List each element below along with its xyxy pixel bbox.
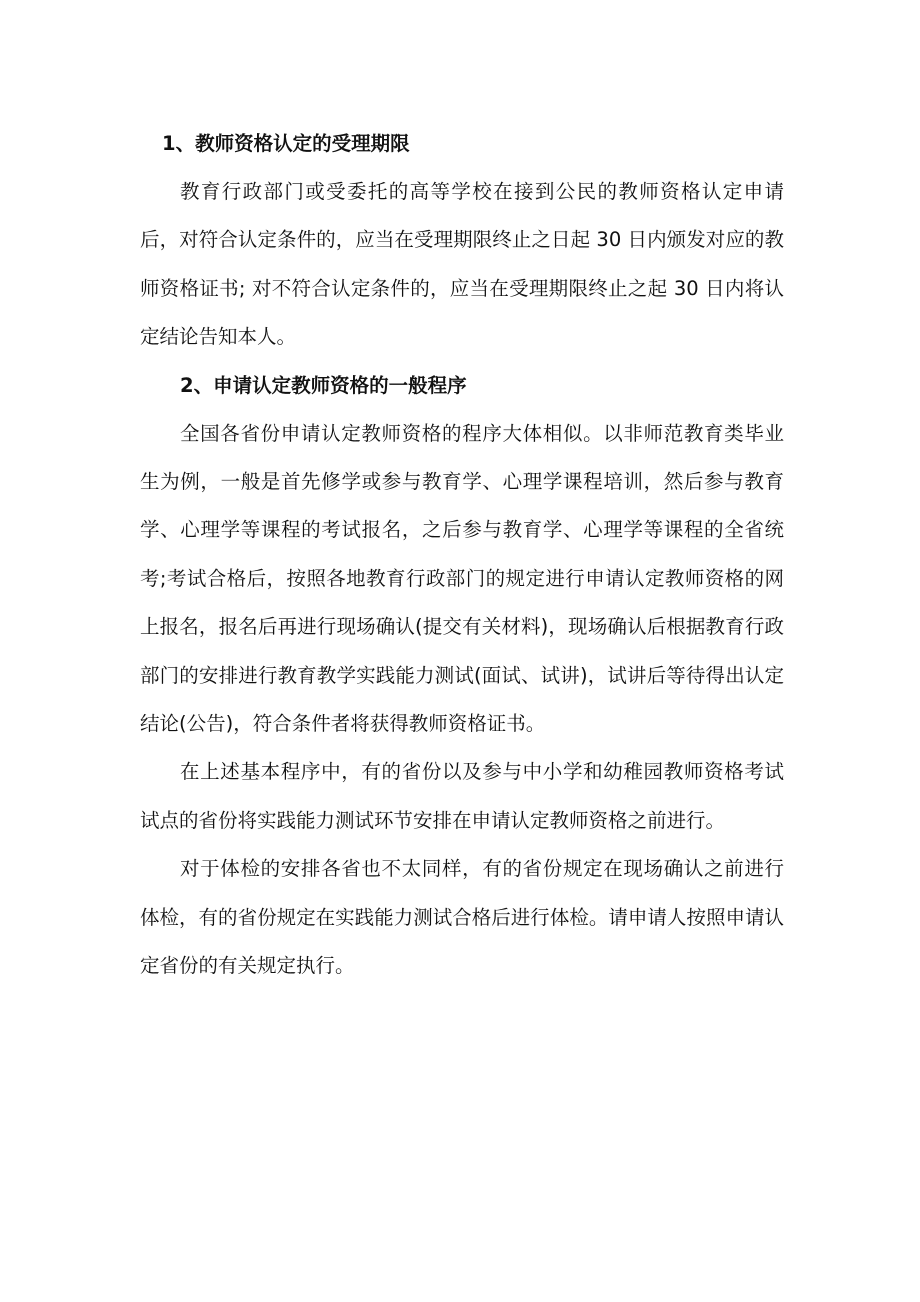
paragraph-physical-exam-note: 对于体检的安排各省也不太同样，有的省份规定在现场确认之前进行体检，有的省份规定在实践能力测试合格后进行体检。请申请人按照申请认定省份的有关规定执行。 — [140, 857, 784, 978]
paragraph-practice-test-note: 在上述基本程序中，有的省份以及参与中小学和幼稚园教师资格考试试点的省份将实践能力测试环节安排在申请认定教师资格之前进行。 — [140, 760, 784, 832]
paragraph-general-procedure: 全国各省份申请认定教师资格的程序大体相似。以非师范教育类毕业生为例，一般是首先修学或参与教育学、心理学课程培训，然后参与教育学、心理学等课程的考试报名，之后参与教育学、心理学等课程的全省统考;考试合格后，按照各地教育行政部门的规定进行申请认定教师资格的网上报名，报名后再进行现场确认(提交有关材料)，现场确认后根据教育行政部门的安排进行教育教学实践能力测试(面试、试讲)，试讲后等待得出认定结论(公告)，符合条件者将获得教师资格证书。 — [140, 421, 784, 736]
paragraph-acceptance-period: 教育行政部门或受委托的高等学校在接到公民的教师资格认定申请后，对符合认定条件的，应当在受理期限终止之日起 30 日内颁发对应的教师资格证书; 对不符合认定条件的，应当在受理期限终止之起 30 日内将认定结论告知本人。 — [140, 180, 784, 349]
document-body — [140, 120, 784, 991]
section-heading-2: 2、申请认定教师资格的一般程序 — [180, 373, 467, 397]
section-heading-1: 1、教师资格认定的受理期限 — [162, 132, 410, 155]
